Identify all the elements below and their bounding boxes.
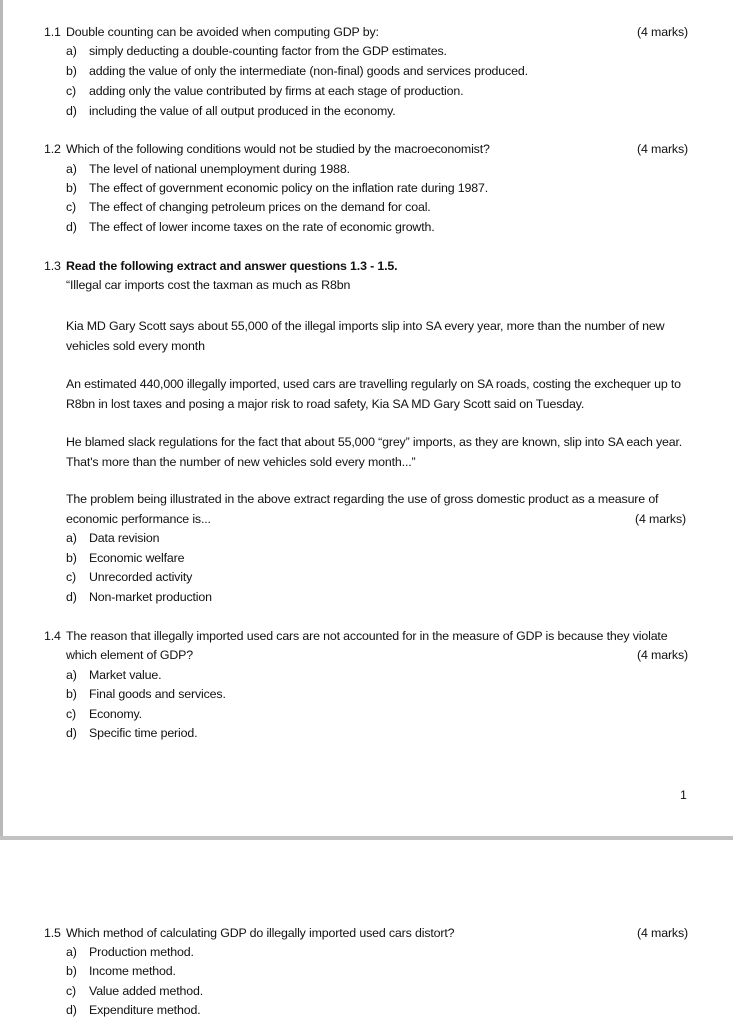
marks-label: (4 marks) xyxy=(637,926,688,940)
option-a: a) Production method. xyxy=(66,945,194,959)
option-c: c) Economy. xyxy=(66,707,142,721)
instruction-text: Read the following extract and answer questions 1.3 - 1.5. xyxy=(66,259,398,273)
question-text-cont: which element of GDP? xyxy=(66,648,194,662)
question-number: 1.3 xyxy=(44,259,61,273)
option-d: d) including the value of all output produced in the economy. xyxy=(66,104,396,118)
question-text: The reason that illegally imported used cars are not accounted for in the measure of GDP is because they violate xyxy=(66,629,668,643)
option-c: c) adding only the value contributed by firms at each stage of production. xyxy=(66,84,464,98)
question-text: The problem being illustrated in the above extract regarding the use of gross domestic product as a measure of xyxy=(66,492,659,506)
option-b: b) Economic welfare xyxy=(66,551,185,565)
question-text-cont: economic performance is... xyxy=(66,512,211,526)
extract-title: “Illegal car imports cost the taxman as much as R8bn xyxy=(66,278,351,292)
marks-label: (4 marks) xyxy=(635,512,686,526)
question-number: 1.5 xyxy=(44,926,61,940)
extract-paragraph-3: He blamed slack regulations for the fact that about 55,000 “grey” imports, as they are known, slip into SA each year. That's more than the number of new vehicles sold every month...” xyxy=(66,435,683,469)
question-1-2 xyxy=(44,142,490,156)
question-text: Which method of calculating GDP do illegally imported used cars distort? xyxy=(66,926,455,940)
page-number: 1 xyxy=(680,788,687,802)
question-text: Double counting can be avoided when computing GDP by: xyxy=(66,25,379,39)
option-b: b) Final goods and services. xyxy=(66,687,226,701)
question-1-5 xyxy=(44,926,454,940)
question-number: 1.2 xyxy=(44,142,61,156)
question-1-4 xyxy=(44,629,667,643)
marks-label: (4 marks) xyxy=(637,648,688,662)
page-edge xyxy=(0,0,3,836)
option-a: a) Market value. xyxy=(66,668,162,682)
option-a: a) The level of national unemployment during 1988. xyxy=(66,162,350,176)
question-text: Which of the following conditions would not be studied by the macroeconomist? xyxy=(66,142,490,156)
option-d: d) Specific time period. xyxy=(66,726,198,740)
option-d: d) Expenditure method. xyxy=(66,1003,201,1017)
option-b: b) Income method. xyxy=(66,964,176,978)
option-d: d) The effect of lower income taxes on the rate of economic growth. xyxy=(66,220,435,234)
option-b: b) The effect of government economic policy on the inflation rate during 1987. xyxy=(66,181,489,195)
option-c: c) Unrecorded activity xyxy=(66,570,193,584)
option-c: c) The effect of changing petroleum prices on the demand for coal. xyxy=(66,200,431,214)
marks-label: (4 marks) xyxy=(637,25,688,39)
option-c: c) Value added method. xyxy=(66,984,204,998)
option-b: b) adding the value of only the intermediate (non-final) goods and services produced. xyxy=(66,64,528,78)
option-a: a) Data revision xyxy=(66,531,160,545)
question-number: 1.1 xyxy=(44,25,61,39)
marks-label: (4 marks) xyxy=(637,142,688,156)
option-d: d) Non-market production xyxy=(66,590,212,604)
question-1-3 xyxy=(44,259,397,273)
question-number: 1.4 xyxy=(44,629,61,643)
question-1-1 xyxy=(44,25,379,39)
extract-paragraph-2: An estimated 440,000 illegally imported, used cars are travelling regularly on SA roads, costing the exchequer up to R8bn in lost taxes and posing a major risk to road safety, Kia SA MD Gary Scott said on Tuesday. xyxy=(66,377,681,411)
extract-paragraph-1: Kia MD Gary Scott says about 55,000 of the illegal imports slip into SA every year, more than the number of new vehicles sold every month xyxy=(66,319,665,353)
option-a: a) simply deducting a double-counting factor from the GDP estimates. xyxy=(66,44,447,58)
